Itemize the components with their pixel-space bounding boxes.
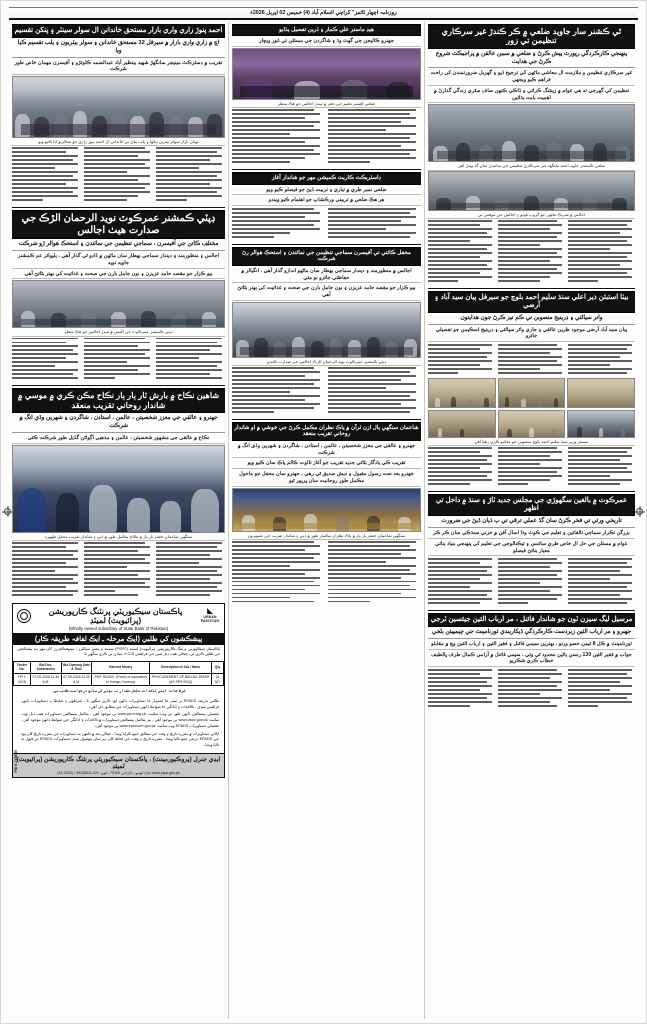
masthead: [9, 7, 638, 20]
story-r1-photo-caption: ضلعي ڪمشنر جاويد احمد ملنگهه غير سرڪاري تنظيمن جي نمائندن سان گڏ ويٺل آهن: [428, 162, 635, 170]
story-r2-photo-5: [498, 410, 566, 438]
story-l2-sub2: اجالس ۽ منظورمند ۽ ديندار سماجي بهطار سان ماڻهن ۾ ڏاڍو ٿي گذار آهي ، ٻلپوائر عم ڪمشنر جاويد نويد: [12, 252, 225, 269]
story-m1-sub: جهنرو ڪاليجن جي گهٽ وڌ ۽ شاگردن جي مسئلن تي غور ويچار: [232, 37, 421, 47]
story-r1-photo: [428, 104, 635, 162]
ad-table-note: شرط جات: اپنے کاغذات مکمل حقدار نہ ہونے کے ساتھ درخواست طلب ہے۔: [51, 689, 186, 694]
story-m3-body: [232, 366, 421, 417]
story-l3-headline: شاهين نڪاح ۾ بارش ٽار ٻار ٻار نڪاح مڪن ڪري ۾ موسي ۾ شاندار روحاني تقريب منعقد: [12, 388, 225, 413]
story-m2: [232, 172, 421, 242]
story-r4-body: [428, 668, 635, 711]
story-l3-photo-caption: سنگهي شاعمان جعفر ٻار ٻار ۾ نڪاح مڪمل طور ۾ ڏني ۽ شاندار تقريب محفل طهوره: [12, 533, 225, 541]
story-l3: [12, 388, 225, 599]
ad-conditions-list: [13, 697, 224, 753]
story-l1-photo: [12, 76, 225, 138]
story-r3-sub2: بزرگن تڪرار سماجي تالقاتين ۽ تعليم جي ڪوٽ وڌا اسال آفن ۾ حزني سنڌڪي سان ڪر ڪر: [428, 529, 635, 539]
story-l1-body: [12, 146, 225, 205]
story-r2-sub: واتر سپالئي ۽ ڊرينيج منصوبن تي ڪم تيز ڪرڻ جون هدايتون: [428, 314, 635, 325]
story-r1-body: [428, 219, 635, 286]
story-m4-photo-caption: سنگهي شاعمان جعفر ٻار ٻار ۾ پاڪ نظران مڪمل طور ۾ ڏني ۽ شاندار تقريب جي تصويرون: [232, 532, 421, 540]
ad-subtitle: (Wholly owned subsidiary of State Bank of Pakistan): [68, 625, 169, 631]
story-r2-photo-2: [498, 378, 566, 408]
story-m3-headline: محفل ڪائني تي آفيسرن سماجي تنظيمن جي نمائندن ۽ استحڪ هوالر رڻ شرڪت: [232, 247, 421, 266]
story-m1-photo-caption: ضلعي آفيسر تعليم جي دفتر ۾ ٿيندڙ اجالس جو هڪ منظر: [232, 100, 421, 108]
story-m3: [232, 247, 421, 417]
story-m1-headline: هيڊ ماستر علي ڪمار ۽ ڌرين تفصيل ٻڌايو: [232, 24, 421, 36]
page-columns: [9, 22, 638, 1019]
story-r2-photo-caption: سينيئر وزير سنڌ سليم احمد بلوچ منصوبن جو معائنو ڪري رهيا آهن: [428, 438, 635, 446]
masthead-text: روزنامہ اچھار ٹائمز" کراچي /اسلام آباد (4) خميس 02 اپريل 2026ء: [250, 10, 397, 16]
story-m4-sub: جهنرو ۽ عالقي جي معزز شخصيتن ، عالمن ، استادن ، شاگردن ۽ شهرين وڏي انگ ۾ شرڪت: [232, 442, 421, 459]
tender-table: [13, 661, 224, 687]
story-m3-sub: اجالس ۾ منظورمند ۽ ديندار سماجي بهطار سان ماڻهو اندازو گذار آهي ، انگيالر ۾ حفاظتي جائزو نو مئي: [232, 267, 421, 284]
state-bank-seal-icon: [17, 609, 31, 623]
story-m4-body: [232, 540, 421, 607]
td-bid-doc-submission: 07-05-2026 11:30 A.M.: [30, 673, 61, 686]
story-r4: [428, 613, 635, 711]
story-r2-headline: بيٺا استبثن ذير اعلي سنڌ سليم احمد بلوچ جو سيرفل ٻيان سيد آباد ۽ آرضي: [428, 291, 635, 313]
story-r3-body: [428, 557, 635, 608]
story-m4-sub2: تقريب ڪي يادگار بڻائي جديد تقريب جو آغاز تالوت ڪالم پاڪ سان ڪيو ويو: [232, 459, 421, 469]
th-bid-doc-submission: Bid Doc. Submission: [30, 661, 61, 673]
ad-company-title: پاڪستان سيڪيوريٽي پرنٽنگ ڪارپوريشن (پرائيويٽ) لميٽڊ: [48, 606, 183, 625]
td-tender-no: FPIT-0018: [14, 673, 31, 686]
story-m2-sub: ضلعي نمبر طري ۾ تياري ۽ تربيت ڏيڻ جو فيصلو ڪيو ويو: [232, 186, 421, 196]
story-l1-photo-caption: ٿوبان بازار سولر بيٽرين پنکها ۽ ٻلب ملڻ تي خاندانن ال احمد پنوڙ زاري جو شڪريو ادا ڪيو ويو: [12, 138, 225, 146]
story-r1-sub3: تنظيمن کي گهرجي ته هي عوام ۾ زينٽنگ ڪرائي ۽ ڏاڪي ڪنهن صاف سٿري زندگي گذارڻ ۾ اهميت بابت ٻڌائين: [428, 87, 635, 104]
story-r2-photo-grid-2: [428, 410, 635, 438]
list-item: • اپلائي دستاويزات ۾ مقرره تاريخ ۽ وقت جي مطابق جمع ڪرايا ويندا ، جيڪي بعد ۾ ڪنهن به دستاويزات جي مقرره تاريخ کان پوء جي EPADS ذريعي جمع ڪيا ويندا ، مقرره تاريخ ۽ وقت جي لحاظ کان دير سان موصول ٿيندڙ دستاويزات EPADS تي قبول نه ڪيا ويندا۔: [21, 732, 219, 750]
story-r2-sub2: ٻيان سيد آباد آرضي موجود ظرين عالقي ۽ جاري واٽر سپالئي ۽ ڊرينيج اسڪيمن جو تفصيلي جائزو: [428, 326, 635, 343]
story-r2-photo-6: [567, 410, 635, 438]
td-earnest-money: PKR 35,000/- (Fixed) or equivalent in foreign Currency: [92, 673, 150, 686]
list-item: • تفصيلي پيشڪش ڏانهن طور تي ويب سائيٽ www.ppra.org.pk تي موجود آهي ، مڪمل پيشڪش دستاويزات هيٺ ڏنل ويب سائيٽ www.pspc.gov.pk تي موجود آهي ، نيز مڪمل پيشڪش دستاويزات ۾ ڪاغذات ۽ ادائگي جي ضوابط ڏانهن موجود آهن ، تفصيلي دستاويزات EPADS ويب سائيٽ www.eprocure.gov.pk تي موجود آهن۔: [21, 712, 219, 730]
story-m4: [232, 422, 421, 607]
logo-text-pakistan: PAKISTAN: [200, 619, 220, 624]
story-r2-body-2: [428, 446, 635, 489]
td-description: PROCUREMENT OF BIAXIAL MIXER (AS PER BOQ): [150, 673, 212, 686]
urban-pakistan-logo: [200, 608, 220, 623]
story-r1-photo2-caption: اجالس ۾ شريڪ ماڻهن جو گروپ فوٽو ۽ اجالس جي موقعي تي: [428, 211, 635, 219]
story-r4-sub3: جواب ۾ فقير الئين 130 رنسن ٻاڻين محدود ٿي وئي ، سيمي فائنل ۾ آرامي ڪمال طرف ڀالطيف خطاب ڪري شڪريو: [428, 651, 635, 668]
story-l3-photo: [12, 445, 225, 533]
column-middle: [228, 22, 424, 1019]
story-r2-photo-grid: [428, 378, 635, 408]
story-l3-body: [12, 541, 225, 600]
table-row: [14, 673, 224, 686]
story-l1-sub2: تقريب ۾ ڊسٽرڪٽ مينيجر سانگهڙ شهيد بينظير آباد عبدالصمد ڪلوئڙو ۽ آفيسرن مهمان خاص طور شرڪت: [12, 59, 225, 76]
story-r4-headline: مرسيل ليگ سيزن ٽون جو شاندار فائنل ، مر ارباب الئين جيئسين ٽرجي: [428, 613, 635, 627]
story-r1-photo2: [428, 171, 635, 211]
td-qty: 01 NO.: [212, 673, 224, 686]
story-m3-sub2: بيو ڪزار جو مقصد حامد عزيزن ۽ نون جامل بارن جي صحت ۽ غذائيت کي بهتر بڻائڻ آهي: [232, 284, 421, 301]
story-r3: [428, 494, 635, 608]
story-r4-sub: جهنرو ۽ مر ارباب الئين زبردست ڪارڪردگي ڏيکاريندي ٽورنامينٽ جي چيمپيئن بڻجي: [428, 628, 635, 639]
logo-mark-icon: ◣: [207, 608, 213, 616]
ad-header: [13, 604, 224, 626]
story-r2-photo-3: [567, 378, 635, 408]
column-left: [9, 22, 228, 1019]
th-earnest-money: Earnest Money: [92, 661, 150, 673]
td-bid-opening: 07-05-2026 11:30 A.M.: [61, 673, 92, 686]
story-l1-sub: اچ ۾ زاري واري بازار ۾ سيرفل 32 مستحق خاندانن ۽ سولر بيٽريون ۽ ٻلب تقسيم ڪيا ويا: [12, 39, 225, 58]
logo-text-urban: URBAN: [203, 615, 217, 620]
story-l1: [12, 24, 225, 205]
th-tender-no: Tender No.: [14, 661, 31, 673]
ad-pid: PID K-7198/25: [14, 750, 18, 773]
ad-footer-title: ايڊي جنرل (پروڪيورمينٽ) ، پاڪستان سيڪيوريٽي پرنٽنگ ڪارپوريشن (پرائيويٽ) لميٽڊ: [16, 755, 221, 770]
story-r3-sub: تاريخي ورثي تي فخر ڪرڻ سان گڏ عملي ترقي تي ٻ ڌيان ڏيڻ جي ضرورت: [428, 517, 635, 528]
story-l2-photo: [12, 280, 225, 328]
story-m1: [232, 24, 421, 167]
story-r2: [428, 291, 635, 489]
story-l2-sub: مختلف ڪاتن جي آفيسرن ، سماجي تنظيمن جي نمائندن ۽ استحڪ هوالر ڙو شرڪت: [12, 240, 225, 251]
story-l2-sub3: بيو ڪزار جو مقصد حامد عزيزن ۽ نون جامل بارن جي صحت ۽ غذائيت کي بهتر بڻائڻ آهي: [12, 270, 225, 280]
story-l2-headline: ڊپٽي ڪمشنر عمرڪوٽ نويد الرحمان الڙڪ جي صدارت هيٺ اجالس: [12, 210, 225, 239]
story-r3-sub3: عوام ۾ مسئلن جي حل ال خاص طري سائنس ۽ ٽيڪنالوجي جي تعليم کي پنهنجي بنياد بنائي معيار بنائڻ فيصلو: [428, 540, 635, 557]
ad-band-title: پيشڪشوں کي طلبي (ايڪ مرحلہ ـ ايڪ لفافہ طريقہ ڪار): [13, 633, 224, 645]
story-r4-sub2: ٽورنامينٽ ۾ ڪل 8 ٽيمن حصو ورتو ، بهترين سيمي فائنل ۽ فقير الئين ۽ ارباب الئين وچ ۾ مقابلو: [428, 640, 635, 650]
story-l3-sub: جهنرو ۽ عالقي جي معزز شخصيتن ، عالمن ، استادن ، شاگردن ۽ شهرين وڏي انگ ۾ شرڪت: [12, 414, 225, 433]
story-m2-sub2: هر هڪ ضلعي ۾ تربيتي ورڪشاپ جو اهتمام ڪيو ويندو: [232, 196, 421, 206]
column-right: [424, 22, 638, 1019]
story-r1-sub: پنهنجي ڪارڪردگي رپورٽ پيش ڪرڻ ۽ ضلعي ۾ سببن عالقن ۾ پراجيڪٽ شروع ڪرڻ جي هدايت: [428, 50, 635, 69]
story-l3-sub2: نڪاح ۾ عالقي جي مشهور شخصيتن ، عالمن ۽ مذهبي اڳواڻن گڏيل طور شرڪت ڪئي: [12, 434, 225, 444]
list-item: • طالبن بذريعہ EPADS پر ٽينڊر جا اشتہار جا دستاويزات ڊائون لوڊ ڪري سگهن ٿا ، شرطون ۽ ضابطا ۽ دستاويزات ڏانهن فراهمي ٿيندي ، ڪاغذات ۽ ادائگي جا ضوابط ڏانهن دستاويزات جي مطابق ڏنل آهن۔: [21, 699, 219, 711]
ad-footer-contact: جناح ايونيو ، ڪراچي 75100 ـ فون: 021-99248511 / (2202-15) www.pspc.gov.pk: [57, 770, 180, 775]
tender-table-header-row: [14, 661, 224, 673]
story-r2-photo-1: [428, 378, 496, 408]
story-r2-photo-4: [428, 410, 496, 438]
story-r1-headline: ٿي ڪشنر سار جاويد ضلعي ۾ ڪر ڪندڙ غير سرڪاري تنظيمن تي زور: [428, 24, 635, 49]
story-l2-body: [12, 337, 225, 384]
story-m3-photo-caption: ڊپٽي ڪمشنر عمرڪوٽ نويد الرحمان الڙڪ اجالس جي صدارت ڪندي: [232, 358, 421, 366]
story-m3-photo: [232, 302, 421, 358]
story-m4-sub3: جهنرو بعد نعت رسول مقبول ۽ ديش صديق ٿي رهي ، جهنرو سان محفل جو ماحول مڪمل طور روحانيت سان ڀرپور ٿيو: [232, 470, 421, 487]
tender-advertisement: [12, 603, 225, 778]
th-bid-opening: Bid Opening Date & Time: [61, 661, 92, 673]
story-m1-body: [232, 108, 421, 167]
story-m4-photo: [232, 488, 421, 532]
story-m1-photo: [232, 48, 421, 100]
th-description: Description of Job / Items: [150, 661, 212, 673]
story-r2-body: [428, 343, 635, 378]
story-m4-headline: شاعمان سنگهي ٻال ازن ٽرآن ۾ پاڪ نظران مڪمل ڪرڻ جي خوشي ۾ او شاندار روحاني تقريب منعقد: [232, 422, 421, 441]
th-qty: Qty: [212, 661, 224, 673]
story-r1: [428, 24, 635, 286]
story-r3-headline: عمرڪوٽ ۾ بالغين سگهوڙي جي مجلس جديد ٽاڙ ۽ سنڌ ۾ داخل تي اظهر: [428, 494, 635, 516]
story-m2-headline: ڊاسٽريڪٽ ڪاريٽ ڪميشن مهر جو شاندار آغاز: [232, 172, 421, 184]
story-l1-headline: احمد پنوڙ زاري واري بازار مستحق خاندانن ال سولر سينٽر ۽ پنکن تقسيم: [12, 24, 225, 38]
story-l2: [12, 210, 225, 383]
ad-intro-note: پاڪستان سيڪيورٽي پرنٽنگ ڪارپوريشن (پرائيويٽ) لميٽيڊ (PSPC) مستند و معتبر سپالئرز / مينوفيڪچررز کان مهر بند پيشڪشن جي طلبي ڪري ٿي، جيڪي هيٺ ڏنل شين جي فراهمي F.O.B. بنيادن تي ڪري سگهن ٿا:: [17, 646, 220, 657]
ad-footer: [13, 753, 224, 777]
story-m2-body: [232, 207, 421, 242]
story-l2-photo-caption: ڊپٽي ڪمشنر عمرڪوٽ جي آفيس ۾ ٿيندڙ اجالس جو هڪ منظر: [12, 328, 225, 336]
story-r1-sub2: غير سرڪاري تنظيمن و ملازمت ال معاشي ماڻهن کي ترجيح ڏيو ۽ گهربل ضرورتمندن کي راحت فراهم ڪيو ويجهي: [428, 69, 635, 86]
